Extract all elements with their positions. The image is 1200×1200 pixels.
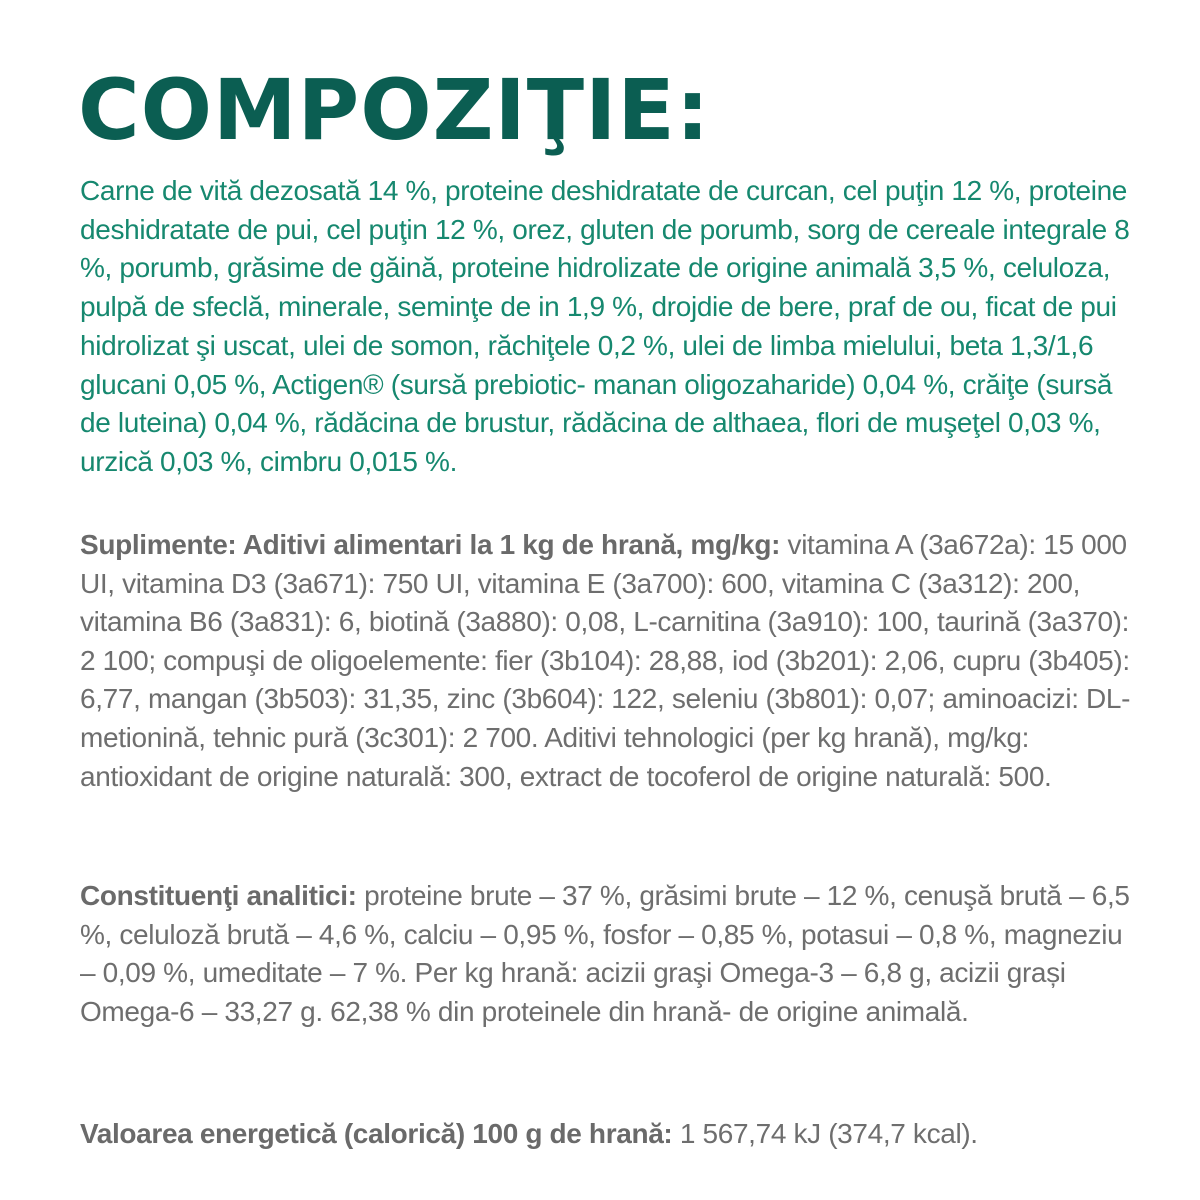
analytic-constituents-paragraph — [80, 877, 1140, 1031]
supplements-text: vitamina A (3a672a): 15 000 UI, vitamina D3 (3a671): 750 UI, vitamina E (3a700): 600, vitamina C (3a312): 200, vitamina B6 (3a831): 6, biotină (3a880): 0,08, L-carnitina (3a910): 100, taurină (3a370): 2 100; compuşi de oligoelemente: fier (3b104): 28,88, iod (3b201): 2,06, cupru (3b405): 6,77, mangan (3b503): 31,35, zinc (3b604): 122, seleniu (3b801): 0,07; aminoacizi: DL-metionină, tehnic pură (3c301): 2 700. Aditivi tehnologici (per kg hrană), mg/kg: antioxidant de origine naturală: 300, extract de tocoferol de origine naturală: 500. — [80, 529, 1131, 792]
page-title: COMPOZIŢIE: — [78, 61, 711, 159]
analytic-constituents-label: Constituenţi analitici: — [80, 880, 357, 911]
energy-value-label: Valoarea energetică (calorică) 100 g de hrană: — [80, 1118, 673, 1149]
energy-value-text: 1 567,74 kJ (374,7 kcal). — [672, 1118, 978, 1149]
supplements-label: Suplimente: Aditivi alimentari la 1 kg de hrană, mg/kg: — [80, 529, 781, 560]
supplements-paragraph — [80, 526, 1140, 796]
analytic-constituents-text: proteine brute – 37 %, grăsimi brute – 12 %, cenuşă brută – 6,5 %, celuloză brută – 4,6 %, calciu – 0,95 %, fosfor – 0,85 %, potasui – 0,8 %, magneziu – 0,09 %, umeditate – 7 %. Per kg hrană: acizii graşi Omega-3 – 6,8 g, acizii grași Omega-6 – 33,27 g. 62,38 % din proteinele din hrană- de origine animală. — [80, 880, 1130, 1027]
energy-value-paragraph — [80, 1115, 1140, 1154]
ingredients-paragraph: Carne de vită dezosată 14 %, proteine deshidratate de curcan, cel puţin 12 %, proteine deshidratate de pui, cel puţin 12 %, orez, gluten de porumb, sorg de cereale integrale 8 %, porumb, grăsime de găină, proteine hidrolizate de origine animală 3,5 %, celuloza, pulpă de sfeclă, minerale, seminţe de in 1,9 %, drojdie de bere, praf de ou, ficat de pui hidrolizat şi uscat, ulei de somon, răchiţele 0,2 %, ulei de limba mielului, beta 1,3/1,6 glucani 0,05 %, Actigen® (sursă prebiotic- manan oligozaharide) 0,04 %, crăiţe (sursă de luteina) 0,04 %, rădăcina de brustur, rădăcina de althaea, flori de muşeţel 0,03 %, urzică 0,03 %, cimbru 0,015 %. — [80, 175, 1130, 477]
